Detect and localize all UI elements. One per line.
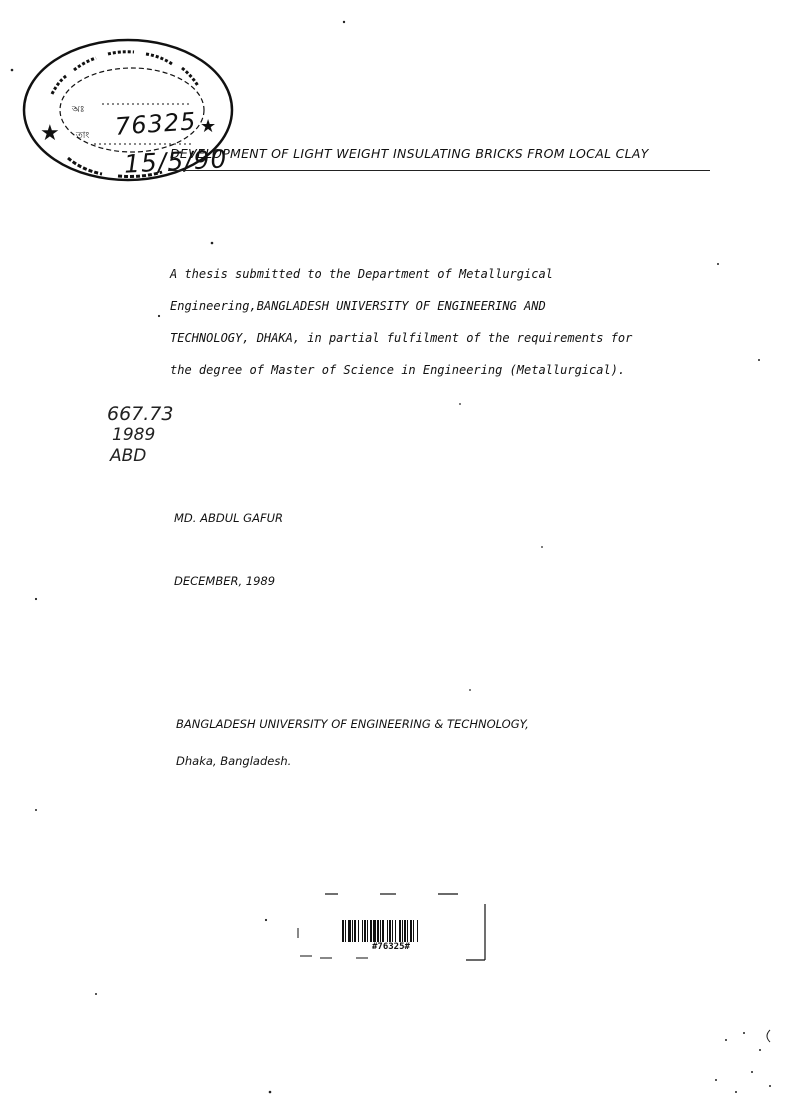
stamp-date: 15/5/90	[123, 144, 229, 179]
barcode-bar	[392, 920, 393, 942]
barcode-bar	[413, 920, 414, 942]
svg-text:★: ★	[200, 116, 217, 137]
barcode-bar	[402, 920, 403, 942]
barcode-bar	[364, 920, 366, 942]
barcode-bar	[362, 920, 363, 942]
stamp-accession-number: 76325	[114, 107, 198, 141]
barcode-bar	[382, 920, 384, 942]
barcode-bar	[377, 920, 379, 942]
barcode-bar	[354, 920, 356, 942]
call-number-class: 667.73	[107, 403, 174, 425]
barcode-bar	[417, 920, 418, 942]
barcode-bar	[342, 920, 344, 942]
description-line: the degree of Master of Science in Engineering (Metallurgical).	[170, 363, 626, 377]
barcode-bar	[404, 920, 406, 942]
barcode-bar	[387, 920, 388, 942]
thesis-title: DEVELOPMENT OF LIGHT WEIGHT INSULATING BRICKS FROM LOCAL CLAY	[170, 146, 649, 161]
barcode-number: #76325#	[372, 942, 410, 952]
library-stamp	[22, 34, 242, 184]
barcode-bar	[380, 920, 381, 942]
svg-text:তাং: তাং	[76, 131, 90, 141]
barcode-bar	[348, 920, 351, 942]
barcode-bar	[395, 920, 396, 942]
barcode-bar	[358, 920, 359, 942]
barcode-bar	[410, 920, 412, 942]
barcode-bar	[373, 920, 376, 942]
barcode-bar	[407, 920, 408, 942]
barcode-bar	[345, 920, 346, 942]
description-line: Engineering,BANGLADESH UNIVERSITY OF ENGINEERING AND	[170, 299, 546, 313]
title-underline	[168, 170, 710, 171]
thesis-description	[170, 258, 722, 386]
barcode-bar	[352, 920, 353, 942]
call-number-author-code: ABD	[110, 446, 147, 466]
barcode-label	[290, 880, 495, 970]
svg-text:★: ★	[40, 121, 60, 146]
barcode-graphic	[290, 880, 495, 970]
call-number-year: 1989	[112, 425, 156, 445]
barcode-bar	[389, 920, 391, 942]
institution-location: Dhaka, Bangladesh.	[176, 754, 292, 768]
barcode-bar	[370, 920, 372, 942]
svg-text:অঃ: অঃ	[72, 105, 85, 115]
barcode-bar	[399, 920, 401, 942]
barcode-bar	[367, 920, 368, 942]
handwritten-call-number	[107, 404, 173, 467]
description-line: A thesis submitted to the Department of Metallurgical	[170, 267, 553, 281]
submission-date: DECEMBER, 1989	[174, 574, 276, 588]
description-line: TECHNOLOGY, DHAKA, in partial fulfilment of the requirements for	[170, 331, 633, 345]
institution-name: BANGLADESH UNIVERSITY OF ENGINEERING & TECHNOLOGY,	[176, 717, 529, 731]
author-name: MD. ABDUL GAFUR	[174, 511, 283, 525]
